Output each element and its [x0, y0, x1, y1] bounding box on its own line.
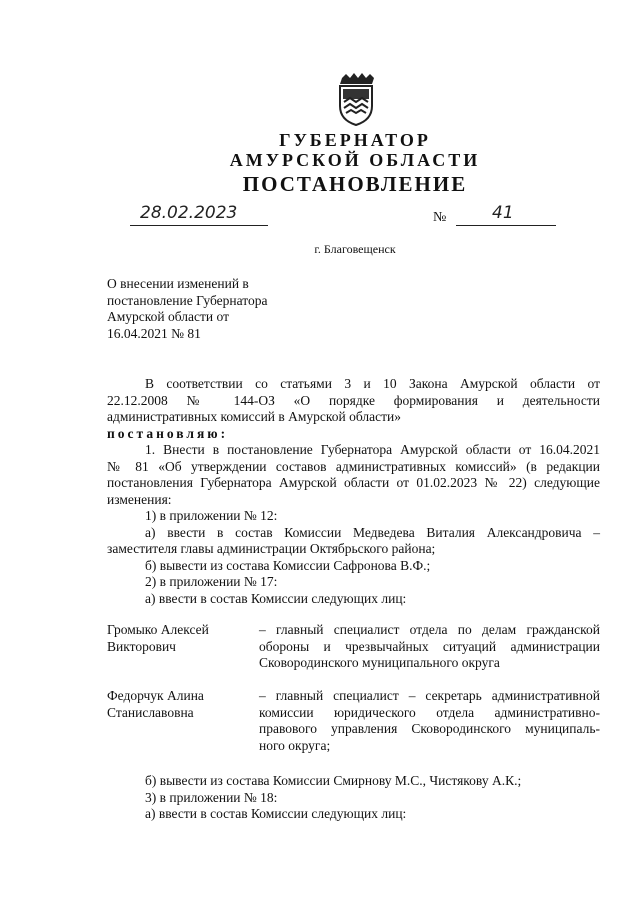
preamble — [107, 376, 600, 607]
appendix-12-a-line: а) ввести в состав Комиссии Медведева Виталия Александровича – — [145, 524, 600, 540]
person-desc-line: Сковородинского муниципального округа — [259, 655, 500, 670]
coat-of-arms-icon — [334, 72, 378, 126]
appendix-17-b: б) вывести из состава Комиссии Смирнову М.С., Чистякову А.К.; — [145, 773, 522, 788]
person-entry — [107, 688, 600, 756]
person-desc-line: ного округа; — [259, 737, 331, 753]
subject-line: О внесении изменений в — [107, 276, 249, 291]
decree-word: постановляю: — [107, 425, 229, 441]
region-title: АМУРСКОЙ ОБЛАСТИ — [229, 150, 481, 170]
person-name-line: Федорчук Алина — [107, 688, 204, 703]
appendix-17-title: 2) в приложении № 17: — [145, 574, 278, 589]
city: г. Благовещенск — [314, 242, 396, 256]
person-description — [259, 622, 600, 672]
subject-line: постановление Губернатора — [107, 292, 268, 308]
person-name-line: Громыко Алексей — [107, 622, 209, 637]
item1-line: 1. Внести в постановление Губернатора Амурской области от 16.04.2021 — [145, 442, 600, 457]
appendix-18-title: 3) в приложении № 18: — [145, 789, 278, 805]
item1-line: № 81 «Об утверждении составов административных комиссий» (в редакции — [107, 458, 600, 474]
person-desc-line: – главный специалист отдела по делам гражданской — [259, 622, 600, 637]
appendix-17-a: а) ввести в состав Комиссии следующих лиц: — [145, 590, 407, 606]
person-desc-line: – главный специалист – секретарь административной — [259, 688, 600, 703]
person-desc-line: обороны и чрезвычайных ситуаций администрации — [259, 638, 600, 654]
person-desc-line: правового управления Сковородинского муниципаль- — [259, 721, 600, 736]
handwritten-number: 41 — [492, 203, 514, 223]
subject-line: Амурской области от — [107, 309, 229, 324]
person-name-line: Станиславовна — [107, 704, 194, 720]
person-name-line: Викторович — [107, 638, 176, 654]
closing-block — [107, 773, 600, 823]
subject-line: 16.04.2021 № 81 — [107, 325, 201, 341]
person-description — [259, 688, 600, 754]
date-underline — [130, 225, 268, 226]
preamble-line: В соответствии со статьями 3 и 10 Закона Амурской области от — [145, 376, 600, 391]
item1-line: постановления Губернатора Амурской области от 01.02.2023 № 22) следующие — [107, 475, 600, 490]
number-label: № — [433, 210, 447, 225]
person-name — [107, 688, 247, 721]
handwritten-date: 28.02.2023 — [140, 203, 238, 223]
governor-title: ГУБЕРНАТОР — [279, 130, 431, 150]
number-underline — [456, 225, 556, 226]
appendix-12-title: 1) в приложении № 12: — [145, 508, 278, 523]
preamble-line: административных комиссий в Амурской области» — [107, 409, 402, 424]
item1-line: изменения: — [107, 491, 172, 507]
person-entry — [107, 622, 600, 674]
subject-block — [107, 276, 327, 342]
appendix-12-a-line: заместителя главы администрации Октябрьского района; — [107, 541, 436, 556]
person-name — [107, 622, 247, 655]
person-desc-line: комиссии юридического отдела административно- — [259, 704, 600, 720]
appendix-12-b: б) вывести из состава Комиссии Сафронова В.Ф.; — [145, 557, 431, 573]
appendix-18-a: а) ввести в состав Комиссии следующих лиц: — [145, 806, 407, 821]
preamble-line: 22.12.2008 № 144-ОЗ «О порядке формирования и деятельности — [107, 392, 600, 408]
document-type-title: ПОСТАНОВЛЕНИЕ — [242, 172, 468, 196]
